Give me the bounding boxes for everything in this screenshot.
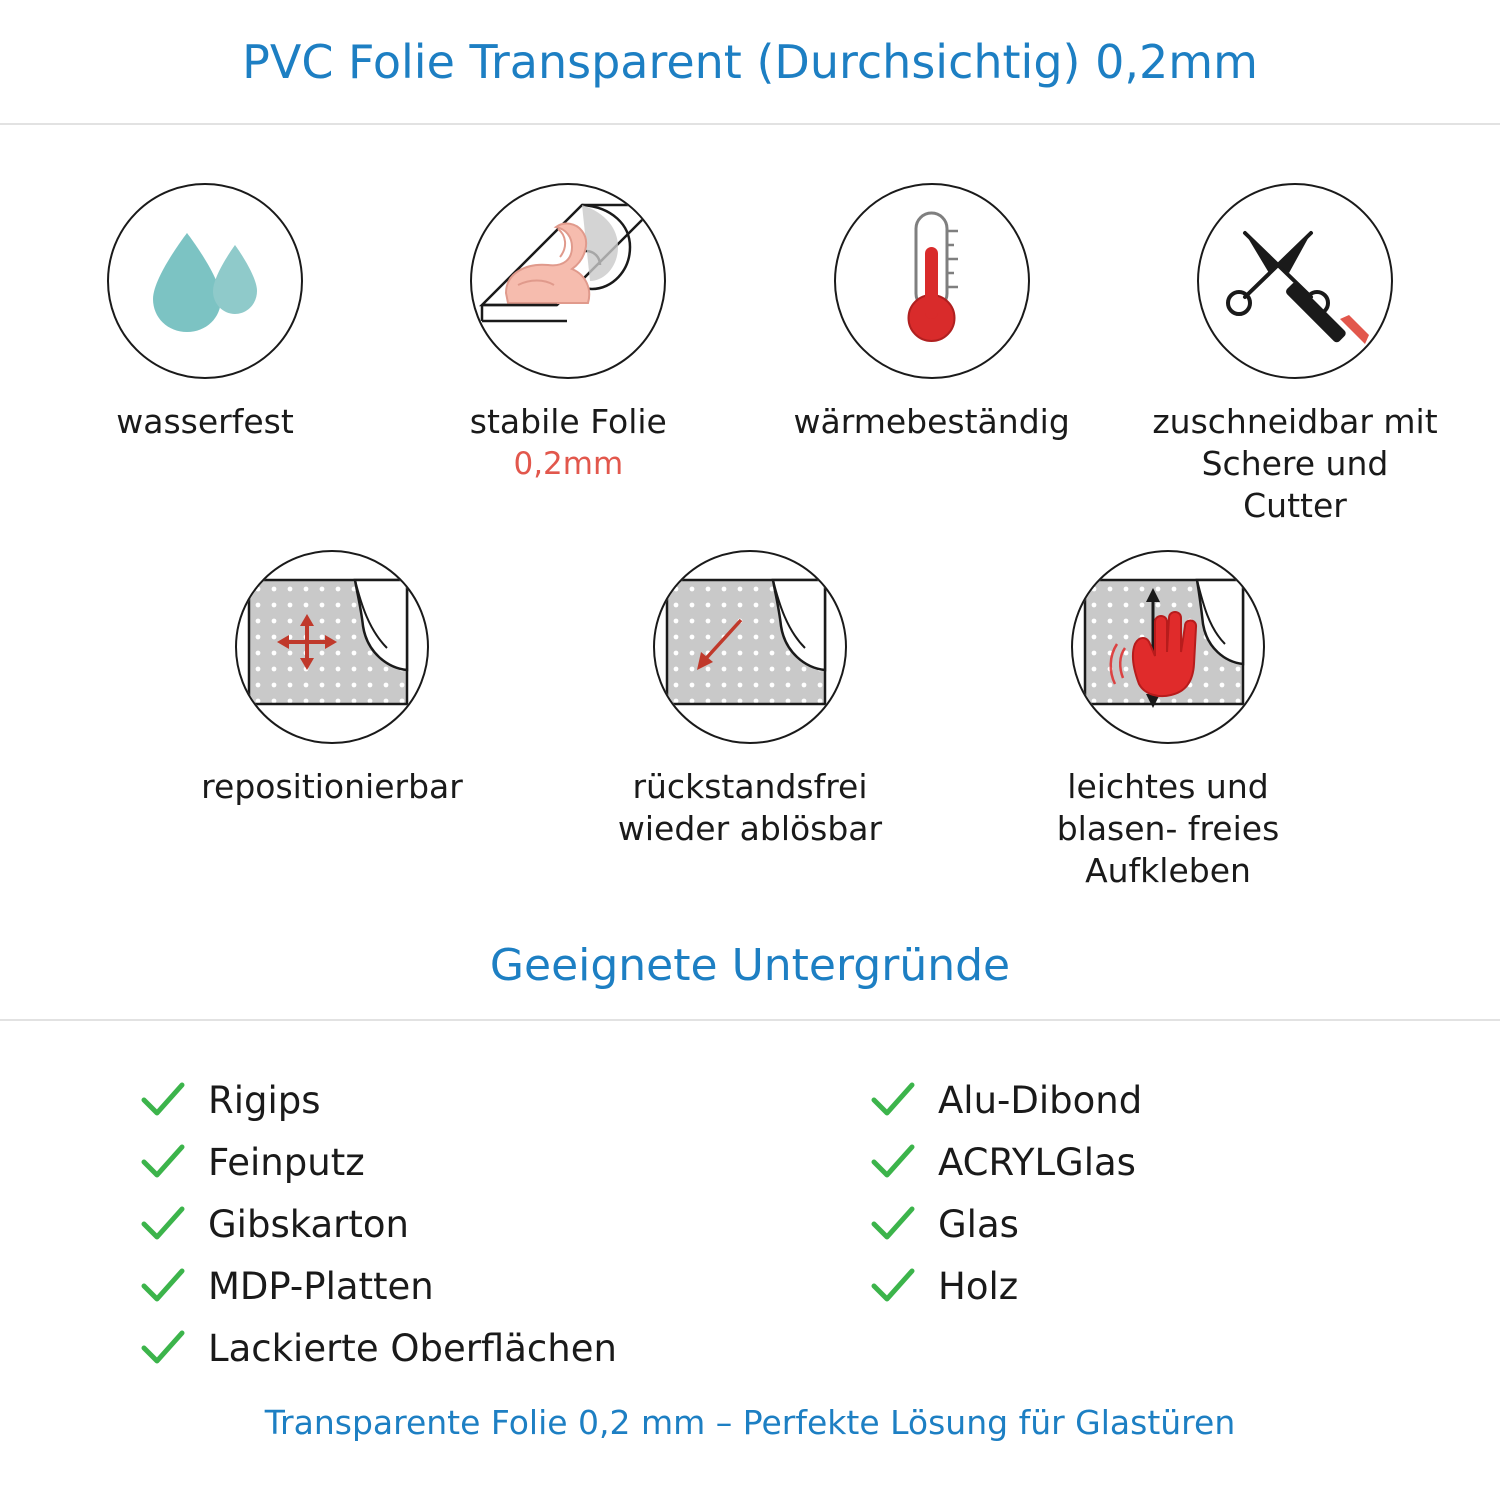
surfaces-right-column xyxy=(740,1069,1500,1379)
check-icon xyxy=(140,1142,186,1182)
reposition-arrows-icon xyxy=(237,552,426,741)
feature-label: wärmebeständig xyxy=(793,402,1070,441)
feature-label: leichtes und blasen- freies Aufkleben xyxy=(1056,766,1280,891)
feature-icon-circle xyxy=(1071,550,1265,744)
feature-stabile-folie xyxy=(418,183,718,528)
page-title: PVC Folie Transparent (Durchsichtig) 0,2mm xyxy=(242,34,1258,89)
feature-repositionierbar xyxy=(167,550,497,893)
feature-sublabel: 0,2mm xyxy=(513,446,624,483)
strong-arm-film-icon xyxy=(472,185,663,376)
subheading-section xyxy=(0,940,1500,1021)
feature-caption xyxy=(116,401,294,443)
list-item xyxy=(870,1193,1500,1255)
feature-waermebestaendig xyxy=(782,183,1082,528)
feature-row-top xyxy=(0,125,1500,528)
surface-label: Holz xyxy=(938,1264,1019,1308)
list-item xyxy=(870,1255,1500,1317)
feature-zuschneidbar xyxy=(1145,183,1445,528)
surface-label: ACRYLGlas xyxy=(938,1140,1136,1184)
surface-label: Gibskarton xyxy=(208,1202,409,1246)
feature-caption xyxy=(470,401,667,485)
surface-label: Lackierte Oberflächen xyxy=(208,1326,617,1370)
feature-rueckstandsfrei xyxy=(585,550,915,893)
feature-label: stabile Folie xyxy=(469,402,667,441)
thermometer-icon xyxy=(836,185,1027,376)
feature-caption xyxy=(585,766,915,850)
check-icon xyxy=(870,1204,916,1244)
check-icon xyxy=(870,1080,916,1120)
surfaces-left-column xyxy=(0,1069,740,1379)
check-icon xyxy=(870,1266,916,1306)
surface-label: Glas xyxy=(938,1202,1019,1246)
feature-caption xyxy=(794,401,1070,443)
check-icon xyxy=(140,1204,186,1244)
list-item xyxy=(140,1255,740,1317)
list-item xyxy=(140,1069,740,1131)
list-item xyxy=(140,1317,740,1379)
surface-label: Rigips xyxy=(208,1078,321,1122)
list-item xyxy=(870,1069,1500,1131)
peel-off-arrow-icon xyxy=(655,552,844,741)
check-icon xyxy=(140,1080,186,1120)
feature-icon-circle xyxy=(107,183,303,379)
feature-icon-circle xyxy=(470,183,666,379)
scissors-cutter-icon xyxy=(1199,185,1390,376)
feature-caption xyxy=(1003,766,1333,893)
surface-label: Alu-Dibond xyxy=(938,1078,1143,1122)
feature-label: wasserfest xyxy=(116,402,294,441)
check-icon xyxy=(140,1328,186,1368)
footer-note: Transparente Folie 0,2 mm – Perfekte Lösung für Glastüren xyxy=(264,1403,1236,1442)
check-icon xyxy=(140,1266,186,1306)
list-item xyxy=(870,1131,1500,1193)
water-drops-icon xyxy=(109,185,300,376)
feature-icon-circle xyxy=(653,550,847,744)
surface-label: Feinputz xyxy=(208,1140,365,1184)
list-item xyxy=(140,1193,740,1255)
feature-label: zuschneidbar mit Schere und Cutter xyxy=(1152,402,1438,526)
feature-aufkleben xyxy=(1003,550,1333,893)
subheading: Geeignete Untergründe xyxy=(489,940,1011,992)
feature-caption xyxy=(201,766,463,808)
feature-label: rückstandsfrei wieder ablösbar xyxy=(617,766,883,848)
hand-smoothing-icon xyxy=(1073,552,1262,741)
header xyxy=(0,0,1500,125)
list-item xyxy=(140,1131,740,1193)
feature-row-bottom xyxy=(0,528,1500,893)
feature-icon-circle xyxy=(235,550,429,744)
feature-wasserfest xyxy=(55,183,355,528)
feature-icon-circle xyxy=(834,183,1030,379)
feature-caption xyxy=(1145,401,1445,528)
feature-label: repositionierbar xyxy=(201,766,463,806)
surface-label: MDP-Platten xyxy=(208,1264,434,1308)
feature-icon-circle xyxy=(1197,183,1393,379)
check-icon xyxy=(870,1142,916,1182)
surfaces-lists xyxy=(0,1021,1500,1379)
